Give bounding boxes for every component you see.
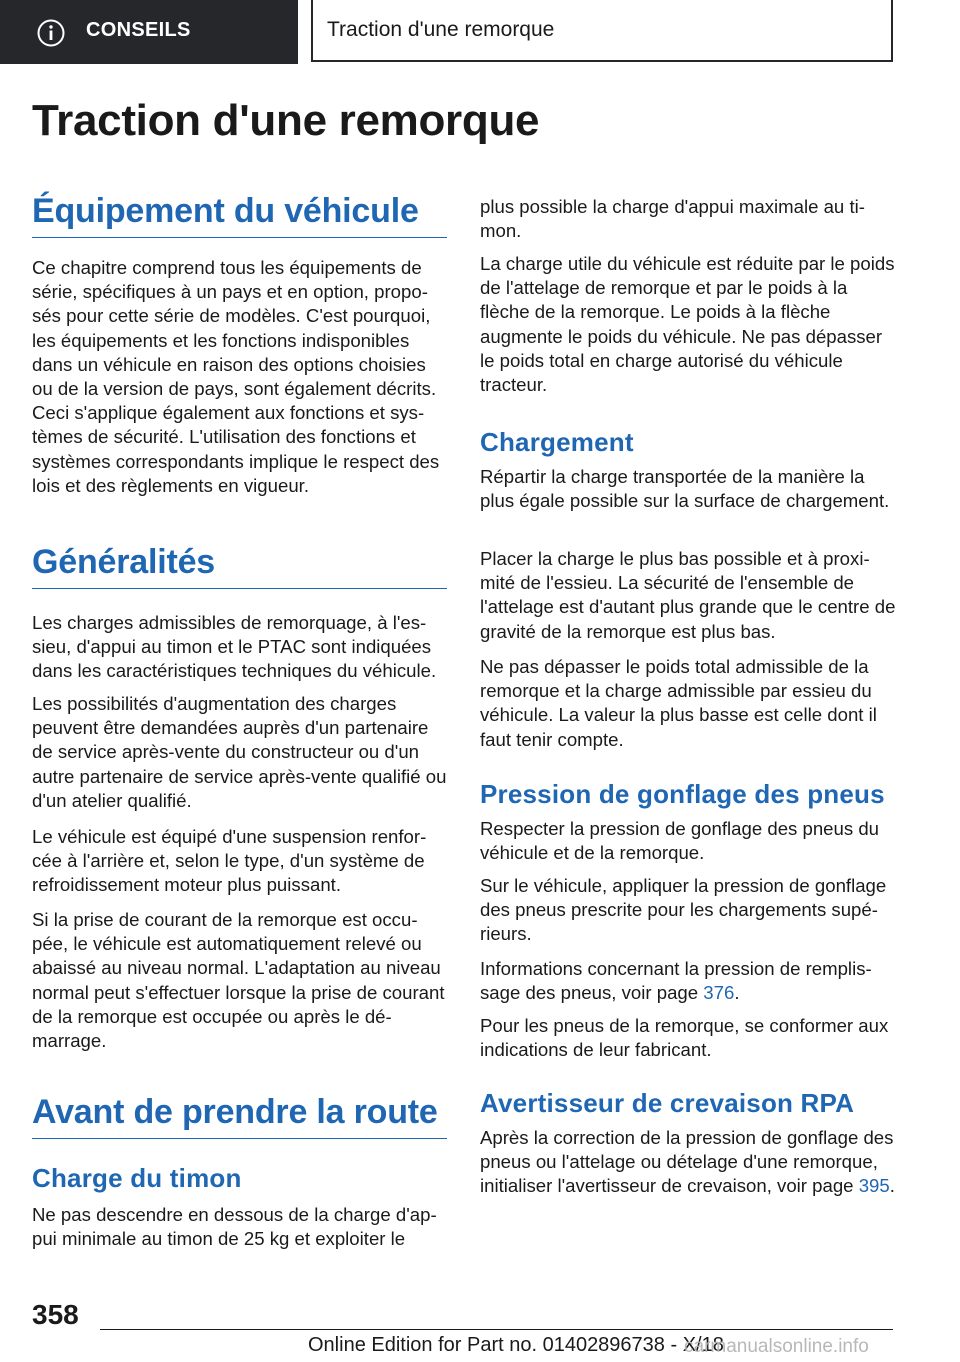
- subheading-rpa: Avertisseur de crevaison RPA: [480, 1088, 855, 1118]
- footer-edition-text: Online Edition for Part no. 01402896738 - X/18: [308, 1334, 724, 1356]
- paragraph-charge-timon-1-cont: plus possible la charge d'appui maximale au timon.: [480, 196, 865, 242]
- paragraph-pression-2: Sur le véhicule, appliquer la pression de gonflage des pneus prescrite pour les chargements supérieurs.: [480, 875, 887, 945]
- paragraph-pression-3-end: .: [734, 982, 740, 1004]
- header-tab-label: CONSEILS: [86, 19, 191, 41]
- paragraph-generalites-1: Les charges admissibles de remorquage, à l'essieu, d'appui au timon et le PTAC sont indiquées dans les caractéristiques techniques du véhicule.: [32, 612, 437, 682]
- page-number: 358: [32, 1299, 79, 1330]
- info-icon: [36, 18, 66, 48]
- subheading-pression: Pression de gonflage des pneus: [480, 779, 885, 809]
- subheading-charge-timon: Charge du timon: [32, 1163, 242, 1193]
- paragraph-charge-timon-1: Ne pas descendre en dessous de la charge d'appui minimale au timon de 25 kg et exploiter le: [32, 1204, 437, 1250]
- heading-generalites: Généralités: [32, 543, 447, 589]
- header-section-title: Traction d'une remorque: [327, 18, 555, 41]
- paragraph-chargement-1: Répartir la charge transportée de la manière la plus égale possible sur la surface de chargement.: [480, 466, 890, 512]
- heading-avant-route: Avant de prendre la route: [32, 1093, 447, 1139]
- paragraph-generalites-3: Le véhicule est équipé d'une suspension renforcée à l'arrière et, selon le type, d'un système de refroidissement moteur plus puissant.: [32, 826, 427, 896]
- header-tab: [0, 0, 298, 64]
- footer-divider: [100, 1329, 893, 1330]
- paragraph-rpa-end: .: [889, 1175, 895, 1197]
- paragraph-equipement: Ce chapitre comprend tous les équipements de série, spécifiques à un pays et en option, proposés pour cette série de modèles. C'est pourquoi, les équipements et les fonctions indisponibles dans un véhicule en raison des options choisies ou de la version de pays, sont également décrits. Ceci s'applique également aux fonctions et systèmes de sécurité. L'utilisation des fonctions et systèmes correspondants implique le respect des lois et des règlements en vigueur.: [32, 257, 440, 496]
- paragraph-pression-1: Respecter la pression de gonflage des pneus du véhicule et de la remorque.: [480, 818, 880, 864]
- paragraph-chargement-3: Ne pas dépasser le poids total admissible de la remorque et la charge admissible par essieu du véhicule. La valeur la plus basse est celle dont il faut tenir compte.: [480, 656, 877, 750]
- paragraph-rpa-text: Après la correction de la pression de gonflage des pneus ou l'attelage ou dételage d'une remorque, initialiser l'avertisseur de crevaison, voir page: [480, 1127, 894, 1197]
- footer-watermark: carmanualsonline.info: [684, 1336, 869, 1357]
- subheading-chargement: Chargement: [480, 427, 634, 457]
- paragraph-generalites-2: Les possibilités d'augmentation des charges peuvent être demandées auprès d'un partenaire de service après-vente du constructeur ou d'un autre partenaire de service après-vente qualifié ou d'un atelier qualifié.: [32, 693, 447, 811]
- paragraph-pression-4: Pour les pneus de la remorque, se conformer aux indications de leur fabricant.: [480, 1015, 889, 1061]
- page-link-376[interactable]: 376: [703, 982, 735, 1004]
- heading-equipement: Équipement du véhicule: [32, 192, 447, 238]
- paragraph-charge-timon-2: La charge utile du véhicule est réduite par le poids de l'attelage de remorque et par le poids à la flèche de la remorque. Le poids à la flèche augmente le poids du véhicule. Ne pas dépasser le poids total en charge autorisé du véhicule tracteur.: [480, 253, 895, 396]
- header-section-box: [311, 0, 893, 62]
- paragraph-pression-3-text: Informations concernant la pression de remplissage des pneus, voir page: [480, 958, 872, 1004]
- paragraph-chargement-2: Placer la charge le plus bas possible et à proximité de l'essieu. La sécurité de l'ensemble de l'attelage est d'autant plus grande que le centre de gravité de la remorque est plus bas.: [480, 548, 896, 642]
- page-link-395[interactable]: 395: [858, 1175, 890, 1197]
- paragraph-generalites-4: Si la prise de courant de la remorque est occupée, le véhicule est automatiquement relevé ou abaissé au niveau normal. L'adaptation au niveau normal peut s'effectuer lorsque la prise de courant de la remorque est occupée ou après le démarrage.: [32, 909, 445, 1052]
- paragraph-pression-3: [480, 957, 898, 1005]
- paragraph-rpa: [480, 1126, 898, 1199]
- page-title: Traction d'une remorque: [32, 96, 540, 145]
